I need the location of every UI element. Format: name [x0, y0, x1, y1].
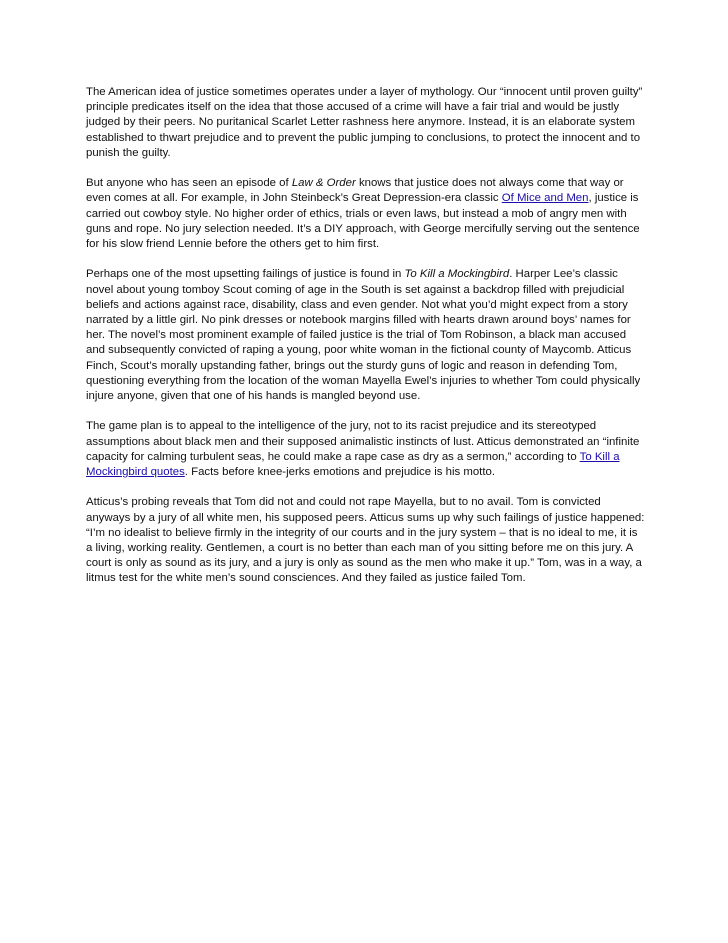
paragraph-text: . Facts before knee-jerks emotions and prejudice is his motto.: [184, 466, 496, 479]
paragraph-text: knows that justice does not always come that way or even comes at all. For example, in John Steinbeck’s Great Depression-era classic: [86, 177, 624, 205]
paragraph-text: But anyone who has seen an episode of: [86, 177, 292, 190]
italic-title-mockingbird: To Kill a Mockingbird: [404, 268, 510, 281]
italic-title-law-and-order: Law & Order: [291, 177, 356, 190]
paragraph-text: . Harper Lee’s classic novel about young tomboy Scout coming of age in the South is set against a backdrop filled with prejudicial beliefs and actions against race, disability, class and even gender. Not what you’d might expect from a story narrated by a little girl. No pink dresses or notebook margins filled with hearts drawn around boys’ names for her. The novel’s most prominent example of failed justice is the trial of Tom Robinson, a black man accused and subsequently convicted of raping a young, poor white woman in the fictional county of Maycomb. Atticus Finch, Scout’s morally upstanding father, brings out the sturdy guns of logic and reason in defending Tom, questioning everything from the location of the woman Mayella Ewel’s injuries to whether Tom could physically injure anyone, given that one of his hands is mangled beyond use.: [86, 268, 641, 403]
paragraph-text: , justice is carried out cowboy style. No higher order of ethics, trials or even laws, but instead a mob of angry men with guns and rope. No jury selection needed. It’s a DIY approach, with George mercifully serving out the sentence for his slow friend Lennie before the others get to him first.: [86, 192, 640, 251]
link-mockingbird-quotes[interactable]: To Kill a Mockingbird quotes: [86, 450, 620, 479]
document-body: [86, 85, 646, 602]
paragraph-text: Atticus’s probing reveals that Tom did not and could not rape Mayella, but to no avail. Tom is convicted anyways by a jury of all white men, his supposed peers. Atticus sums up why such failings of justice happened: “I’m no idealist to believe firmly in the integrity of our courts and in the jury system – that is no ideal to me, it is a living, working reality. Gentlemen, a court is no better than each man of you sitting before me on this jury. A court is only as sound as its jury, and a jury is only as sound as the men who make it up.” Tom, was in a way, a litmus test for the white men’s sound consciences. And they failed as justice failed Tom.: [86, 496, 645, 585]
link-of-mice-and-men[interactable]: Of Mice and Men: [501, 192, 589, 205]
paragraph-2: [86, 176, 646, 252]
paragraph-text: The American idea of justice sometimes operates under a layer of mythology. Our “innocent until proven guilty” principle predicates itself on the idea that those accused of a crime will have a fair trial and would be justly judged by their peers. No puritanical Scarlet Letter rashness here anymore. Instead, it is an elaborate system established to thwart prejudice and to prevent the public jumping to conclusions, to protect the innocent and to punish the guilty.: [86, 86, 643, 159]
paragraph-text: Perhaps one of the most upsetting failings of justice is found in: [86, 268, 405, 281]
paragraph-3: [86, 267, 646, 404]
paragraph-5: [86, 495, 646, 586]
paragraph-4: [86, 419, 646, 480]
paragraph-1: [86, 85, 646, 161]
paragraph-text: The game plan is to appeal to the intelligence of the jury, not to its racist prejudice and its stereotyped assumptions about black men and their supposed animalistic instincts of lust. Atticus demonstrated an “infinite capacity for calming turbulent seas, he could make a rape case as dry as a sermon,” according to: [86, 420, 640, 463]
